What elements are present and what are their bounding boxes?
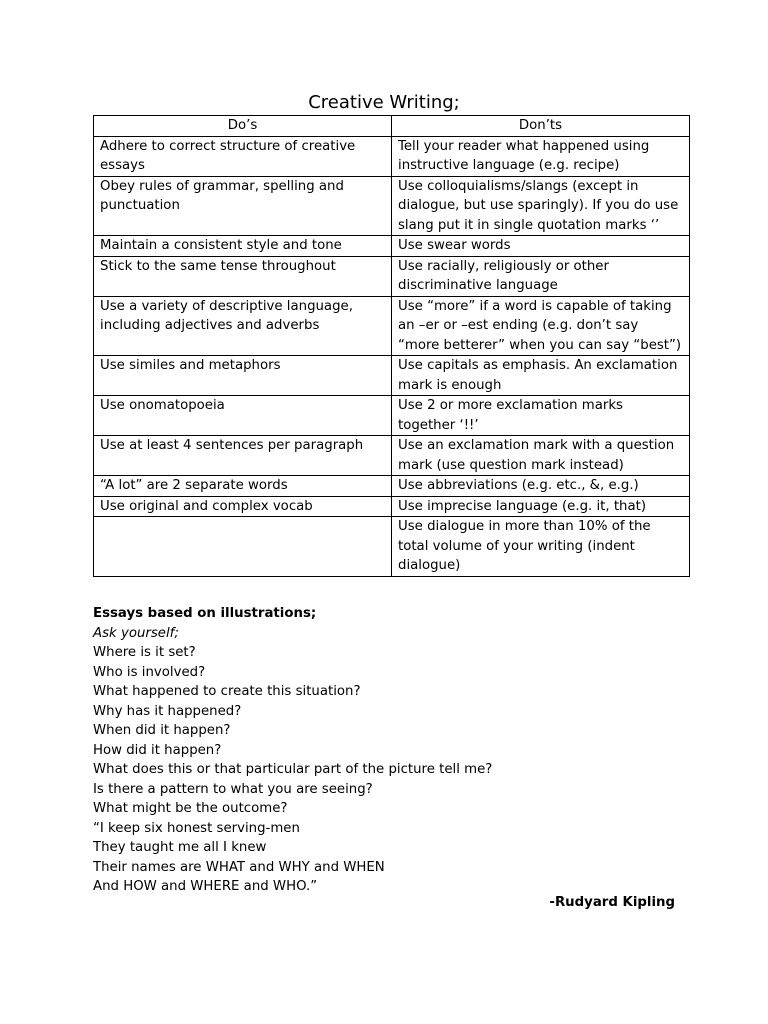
question-line: What might be the outcome? bbox=[93, 801, 288, 816]
question-line: What happened to create this situation? bbox=[93, 684, 361, 699]
do-cell: Use original and complex vocab bbox=[94, 496, 392, 517]
do-cell bbox=[94, 517, 392, 577]
quote-line: And HOW and WHERE and WHO.” bbox=[93, 879, 318, 894]
question-line: Why has it happened? bbox=[93, 703, 242, 719]
table-row bbox=[94, 256, 690, 296]
table-header-row bbox=[94, 116, 690, 137]
question-line: Where is it set? bbox=[93, 645, 196, 660]
dont-cell: Use swear words bbox=[392, 236, 690, 257]
header-donts: Don’ts bbox=[392, 116, 690, 137]
dont-cell: Use imprecise language (e.g. it, that) bbox=[392, 496, 690, 517]
table-row bbox=[94, 136, 690, 176]
dont-cell: Use capitals as emphasis. An exclamation mark is enough bbox=[392, 356, 690, 396]
table-row bbox=[94, 476, 690, 497]
dont-cell: Use abbreviations (e.g. etc., &, e.g.) bbox=[392, 476, 690, 497]
do-cell: Use similes and metaphors bbox=[94, 356, 392, 396]
essays-heading: Essays based on illustrations; bbox=[93, 606, 317, 621]
do-cell: Maintain a consistent style and tone bbox=[94, 236, 392, 257]
quote-line: “I keep six honest serving-men bbox=[93, 820, 300, 836]
question-line: When did it happen? bbox=[93, 723, 231, 738]
do-cell: Use at least 4 sentences per paragraph bbox=[94, 436, 392, 476]
table-row bbox=[94, 496, 690, 517]
table-row bbox=[94, 296, 690, 356]
essays-prompt: Ask yourself; bbox=[93, 625, 179, 641]
header-dos: Do’s bbox=[94, 116, 392, 137]
dont-cell: Use “more” if a word is capable of taking an –er or –est ending (e.g. don’t say “more betterer” when you can say “best”) bbox=[392, 296, 690, 356]
do-cell: Stick to the same tense throughout bbox=[94, 256, 392, 296]
table-row bbox=[94, 356, 690, 396]
dont-cell: Use racially, religiously or other discriminative language bbox=[392, 256, 690, 296]
do-cell: “A lot” are 2 separate words bbox=[94, 476, 392, 497]
dont-cell: Use colloquialisms/slangs (except in dialogue, but use sparingly). If you do use slang put it in single quotation marks ‘’ bbox=[392, 176, 690, 236]
do-cell: Adhere to correct structure of creative essays bbox=[94, 136, 392, 176]
quote-line: Their names are WHAT and WHY and WHEN bbox=[93, 859, 385, 875]
dont-cell: Use an exclamation mark with a question mark (use question mark instead) bbox=[392, 436, 690, 476]
table-row bbox=[94, 236, 690, 257]
dont-cell: Use 2 or more exclamation marks together ‘!!’ bbox=[392, 396, 690, 436]
table-row bbox=[94, 176, 690, 236]
do-cell: Use a variety of descriptive language, including adjectives and adverbs bbox=[94, 296, 392, 356]
do-cell: Obey rules of grammar, spelling and punctuation bbox=[94, 176, 392, 236]
table-row bbox=[94, 517, 690, 577]
table-row bbox=[94, 396, 690, 436]
question-line: How did it happen? bbox=[93, 742, 222, 758]
essays-section bbox=[93, 604, 693, 897]
page-title: Creative Writing; bbox=[308, 92, 460, 113]
table-row bbox=[94, 436, 690, 476]
question-line: Is there a pattern to what you are seeing? bbox=[93, 781, 373, 797]
dont-cell: Use dialogue in more than 10% of the total volume of your writing (indent dialogue) bbox=[392, 517, 690, 577]
quote-line: They taught me all I knew bbox=[93, 840, 267, 855]
do-cell: Use onomatopoeia bbox=[94, 396, 392, 436]
dos-donts-table bbox=[93, 115, 690, 577]
question-line: What does this or that particular part of the picture tell me? bbox=[93, 762, 493, 777]
dont-cell: Tell your reader what happened using instructive language (e.g. recipe) bbox=[392, 136, 690, 176]
question-line: Who is involved? bbox=[93, 664, 206, 680]
quote-attribution: -Rudyard Kipling bbox=[549, 895, 675, 910]
